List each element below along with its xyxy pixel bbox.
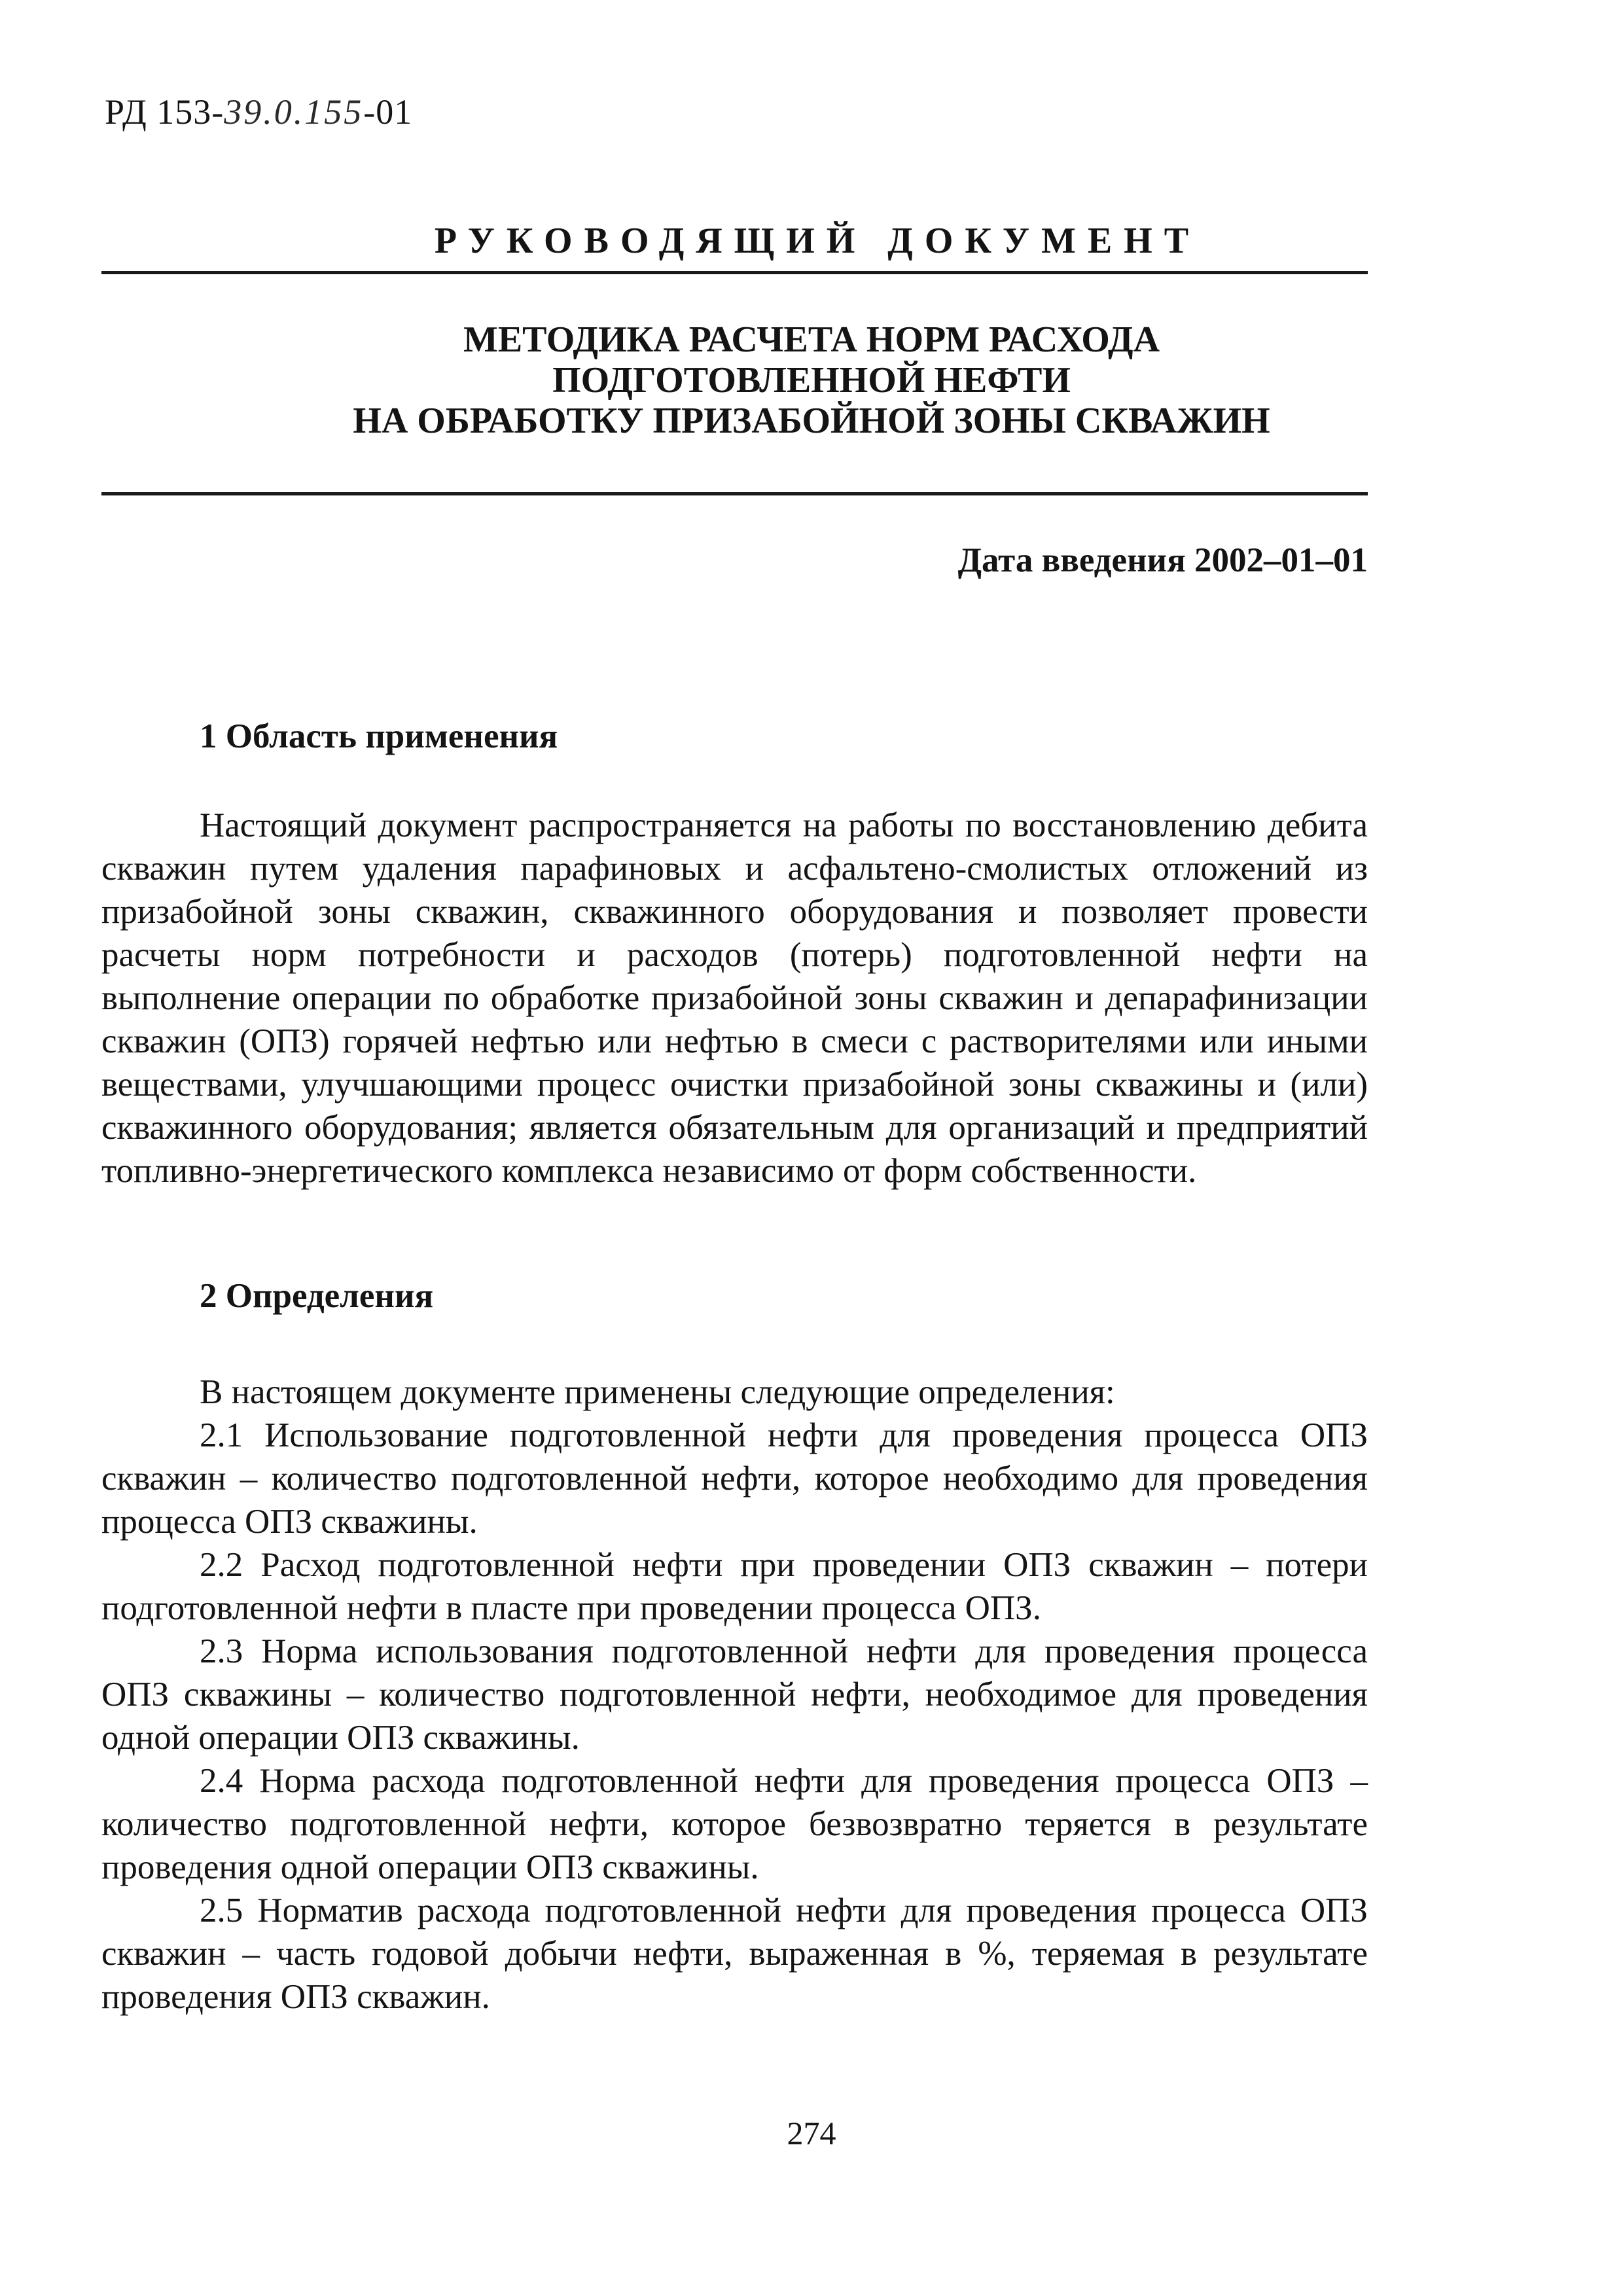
document-code-prefix: РД 153- [105, 92, 224, 132]
paragraph: Настоящий документ распространяется на работы по восстановлению дебита скважин путем удаления парафиновых и асфальтено-смолистых отложений из призабойной зоны скважин, скважинного оборудования и позволяет провести расчеты норм потребности и расходов (потерь) подготовленной нефти на выполнение операции по обработке призабойной зоны скважин и депарафинизации скважин (ОПЗ) горячей нефтью или нефтью в смеси с растворителями или иными веществами, улучшающими процесс очистки призабойной зоны скважины и (или) скважинного оборудования; является обязательным для организаций и предприятий топливно-энергетического комплекса независимо от форм собственности. [101, 806, 1368, 1190]
section-2-body [101, 1371, 1368, 2018]
page-number: 274 [787, 2115, 836, 2151]
document-code-suffix: -01 [363, 92, 413, 132]
definition-2-2: 2.2 Расход подготовленной нефти при проведении ОПЗ скважин – потери подготовленной нефти в пласте при проведении процесса ОПЗ. [101, 1546, 1368, 1627]
title-line: НА ОБРАБОТКУ ПРИЗАБОЙНОЙ ЗОНЫ СКВАЖИН [353, 401, 1270, 441]
definition-2-5: 2.5 Норматив расхода подготовленной нефти для проведения процесса ОПЗ скважин – часть годовой добычи нефти, выраженная в %, теряемая в результате проведения ОПЗ скважин. [101, 1892, 1368, 2016]
section-1-heading: 1 Область применения [200, 717, 558, 755]
definition-2-3: 2.3 Норма использования подготовленной нефти для проведения процесса ОПЗ скважины – количество подготовленной нефти, необходимое для проведения одной операции ОПЗ скважины. [101, 1632, 1368, 1757]
section-1-body [101, 804, 1368, 1193]
paragraph: В настоящем документе применены следующие определения: [200, 1373, 1115, 1411]
section-2-heading: 2 Определения [200, 1277, 434, 1315]
definition-2-1: 2.1 Использование подготовленной нефти для проведения процесса ОПЗ скважин – количество подготовленной нефти, которое необходимо для проведения процесса ОПЗ скважины. [101, 1416, 1368, 1541]
document-code [105, 92, 412, 132]
top-divider [101, 271, 1368, 274]
definition-2-4: 2.4 Норма расхода подготовленной нефти для проведения процесса ОПЗ – количество подготовленной нефти, которое безвозвратно теряется в результате проведения одной операции ОПЗ скважины. [101, 1762, 1368, 1886]
document-title [0, 319, 1623, 441]
document-type: РУКОВОДЯЩИЙ ДОКУМЕНТ [434, 221, 1201, 261]
introduction-date: Дата введения 2002–01–01 [957, 541, 1368, 579]
document-code-handwritten: 39.0.155 [224, 92, 364, 132]
title-line: ПОДГОТОВЛЕННОЙ НЕФТИ [552, 360, 1071, 401]
bottom-divider [101, 492, 1368, 495]
title-line: МЕТОДИКА РАСЧЕТА НОРМ РАСХОДА [463, 319, 1160, 360]
